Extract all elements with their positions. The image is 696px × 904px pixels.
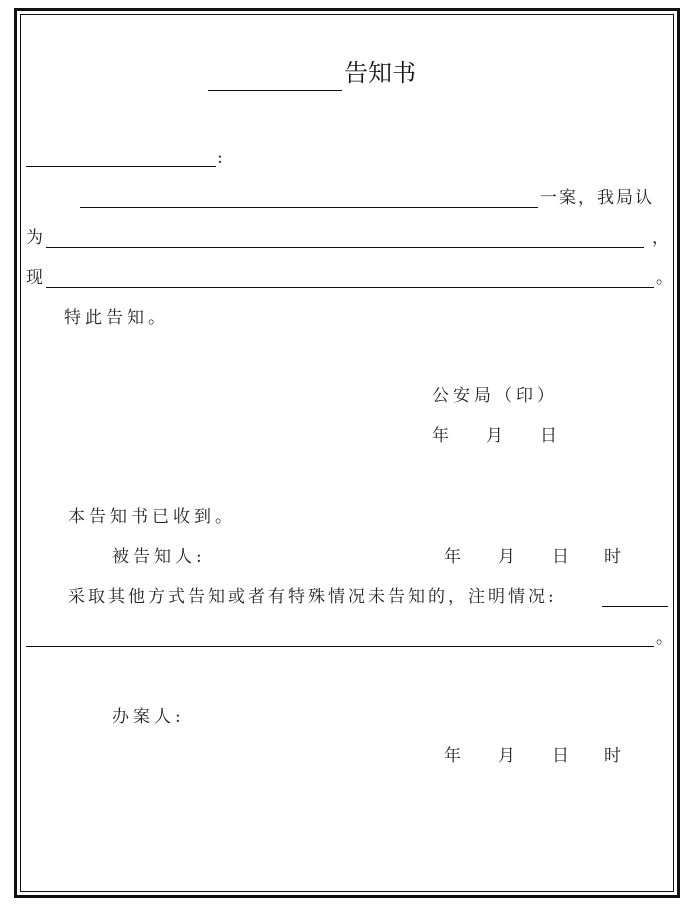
receipt-text: 本告知书已收到。 bbox=[68, 507, 236, 527]
notified-person-label: 被告知人: bbox=[112, 547, 206, 567]
issuer-date-month: 月 bbox=[486, 426, 503, 446]
handler-date-year: 年 bbox=[444, 746, 461, 766]
line3-prefix: 现 bbox=[26, 268, 43, 288]
closing-text: 特此告知。 bbox=[64, 308, 169, 328]
handler-label: 办案人: bbox=[112, 707, 185, 727]
recipient-blank-line bbox=[26, 166, 216, 167]
notice-blank-line bbox=[46, 287, 654, 288]
page-title: 告知书 bbox=[344, 59, 416, 87]
line2-end-punct: ， bbox=[652, 228, 669, 248]
recipient-colon: : bbox=[217, 148, 223, 168]
issuer-date-day: 日 bbox=[540, 426, 557, 446]
handler-date-month: 月 bbox=[498, 746, 515, 766]
other-method-end-punct: 。 bbox=[656, 628, 673, 648]
handler-date-day: 日 bbox=[552, 746, 569, 766]
receipt-date-month: 月 bbox=[498, 547, 515, 567]
title-blank-line bbox=[208, 90, 342, 91]
receipt-date-year: 年 bbox=[444, 547, 461, 567]
receipt-date-hour: 时 bbox=[604, 547, 621, 567]
issuer-seal-text: 公安局（印） bbox=[432, 386, 558, 406]
opinion-blank-line bbox=[46, 247, 644, 248]
line2-prefix: 为 bbox=[26, 228, 43, 248]
issuer-date-year: 年 bbox=[432, 426, 449, 446]
other-method-blank-line bbox=[26, 646, 654, 647]
line3-end-punct: 。 bbox=[656, 268, 673, 288]
handler-date-hour: 时 bbox=[604, 746, 621, 766]
page-border-inner bbox=[20, 14, 674, 892]
receipt-date-day: 日 bbox=[552, 547, 569, 567]
case-suffix-text: 一案，我局认 bbox=[540, 188, 654, 208]
other-method-blank-short bbox=[602, 606, 668, 607]
case-blank-line bbox=[80, 207, 538, 208]
other-method-text: 采取其他方式告知或者有特殊情况未告知的，注明情况: bbox=[68, 587, 557, 607]
